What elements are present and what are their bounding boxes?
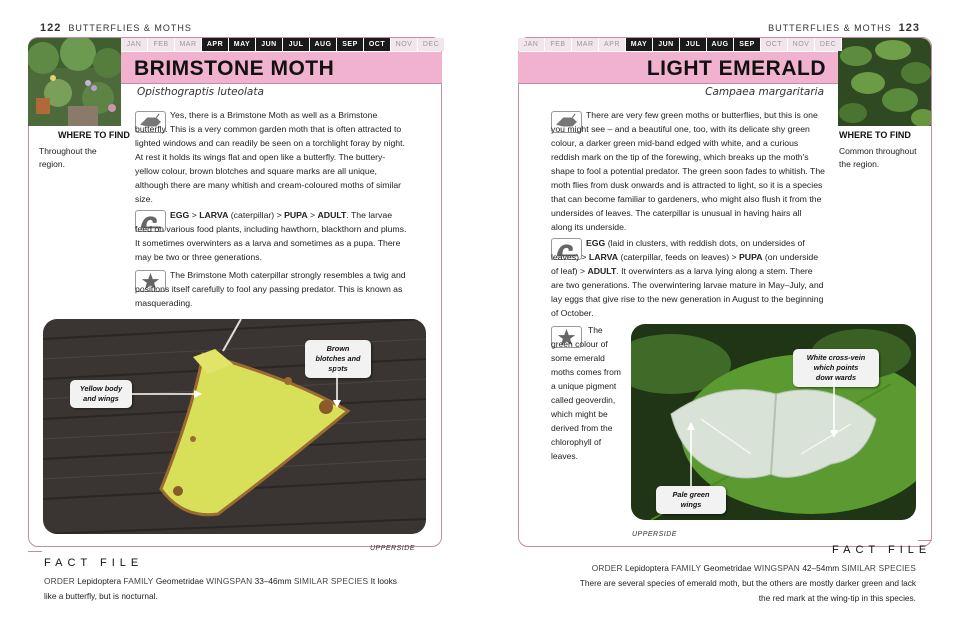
species-title-bar [121,52,442,84]
month-oct: OCT [364,38,391,51]
callout-pale-green-wings: Pale green wings [656,486,726,514]
month-mar: MAR [572,38,599,51]
star-fact: The Brimstone Moth caterpillar strongly resembles a twig and positions itself carefully to fool any passing predator. This is known as masquerading. [135,270,406,308]
lc-sep: > [307,210,318,220]
lc-pupa: PUPA [739,252,763,262]
month-apr: APR [202,38,229,51]
lc-larva: LARVA [588,252,619,262]
ff-wingspan: 42–54mm [802,563,840,573]
month-may: MAY [229,38,256,51]
lc-egg-note: (laid in clusters, with reddish dots, on undersides of leaves) > [551,238,805,262]
lc-adult: ADULT [317,210,347,220]
ff-family-label: FAMILY [671,563,702,573]
ff-family: Geometridae [703,563,752,573]
running-head-left [40,22,192,34]
month-jun: JUN [653,38,680,51]
habitat-photo-hedge [838,38,931,126]
ff-family: Geometridae [155,576,204,586]
lc-pupa: PUPA [284,210,308,220]
lifecycle-text [551,236,825,320]
ff-family-label: FAMILY [123,576,154,586]
month-feb: FEB [545,38,572,51]
callout-yellow-body: Yellow body and wings [70,380,132,408]
callout-white-cross-vein: White cross-vein which points downwards [793,349,879,387]
lc-rest: . It overwinters as a larva lying along a stem. There are two generations. The overwintering larvae mature in May–July, and lay eggs that give rise to the new generation in August to the beginning of October. [551,266,824,318]
ff-order-label: ORDER [591,563,623,573]
ff-order-label: ORDER [44,576,75,586]
photo-caption: UPPERSIDE [632,531,677,538]
ff-similar-label: SIMILAR SPECIES [293,576,369,586]
month-jul: JUL [283,38,310,51]
month-calendar-left [121,38,445,51]
where-to-find-text: Common throughout the region. [839,146,917,169]
month-jun: JUN [256,38,283,51]
month-sep: SEP [337,38,364,51]
month-may: MAY [626,38,653,51]
callout-pointer-line [333,368,341,408]
lc-sep: > [189,210,200,220]
month-sep: SEP [734,38,761,51]
callout-brown-blotches: Brown blotches and spots [305,340,371,378]
fact-file-rule [918,540,932,541]
latin-name: Opisthograptis luteolata [137,86,264,98]
species-title: BRIMSTONE MOTH [134,57,335,80]
species-title-bar [518,52,838,84]
month-nov: NOV [788,38,815,51]
ff-wingspan-label: WINGSPAN [753,563,800,573]
month-oct: OCT [761,38,788,51]
lifecycle-text [135,208,408,264]
fact-file-heading: FACT FILE [44,557,144,569]
ff-similar: It looks like a butterfly, but is nocturnal. [44,576,397,601]
month-nov: NOV [391,38,418,51]
lc-larva-note: (caterpillar) > [228,210,285,220]
where-to-find-heading: WHERE TO FIND [839,130,911,140]
callout-pointer-line [132,390,202,398]
photo-caption: UPPERSIDE [370,545,415,552]
fact-file-text [44,574,404,604]
fact-file-rule [28,551,42,552]
month-apr: APR [599,38,626,51]
species-description: Yes, there is a Brimstone Moth as well as a Brimstone butterfly. This is a very common garden moth that is often attracted to lighted windows and can readily be seen on a torchlight foray by night. At rest it holds its wings flat and open like a butterfly. The buttery-yellow colour, brown blotches and square marks are all unique, although there are many whitish and cream-coloured moths of similar size. [135,110,405,204]
ff-order: Lepidoptera [625,563,669,573]
callout-pointer-line [830,376,838,438]
month-feb: FEB [148,38,175,51]
where-to-find-text: Throughout the region. [39,146,97,169]
species-title: LIGHT EMERALD [646,57,826,80]
section-title: BUTTERFLIES & MOTHS [68,23,192,33]
ff-similar: There are several species of emerald moth, but the others are mostly darker green and lack the red mark at the wing-tip in this species. [579,578,916,603]
lc-larva: LARVA [199,210,229,220]
species-description: There are very few green moths or butterflies, but this is one you might see – and a beautiful one, too, with its delicate shy green colour, a darker green mid-band edged with white, and a curious reddish mark on the tip of the forewing, which breaks up the moth's shape to fool a potential predator. The green soon fades to whitish. The moth flies from dusk onwards and is attracted to light, so it is a species that can become familiar to gardeners, who might also flush it from the undersides of leaves. The caterpillar is unusual in having hairs all along its underside. [551,110,826,232]
section-title: BUTTERFLIES & MOTHS [768,23,892,33]
latin-name: Campaea margaritaria [705,86,824,98]
habitat-photo-garden [28,38,121,126]
lc-rest: . The larvae feed on various food plants, including hawthorn, blackthorn and plums. It sometimes overwinters as a larva and sometimes as a pupa. There may be two or three generations. [135,210,407,262]
ff-wingspan: 33–46mm [254,576,292,586]
month-aug: AUG [707,38,734,51]
month-jan: JAN [518,38,545,51]
lc-adult: ADULT [587,266,617,276]
month-jul: JUL [680,38,707,51]
page-number: 123 [898,22,920,34]
month-dec: DEC [815,38,842,51]
month-calendar-right [518,38,842,51]
ff-wingspan-label: WINGSPAN [206,576,253,586]
month-mar: MAR [175,38,202,51]
where-to-find-heading: WHERE TO FIND [58,130,130,140]
lc-egg: EGG [170,210,190,220]
fact-file-heading: FACT FILE [832,544,932,556]
month-jan: JAN [121,38,148,51]
lc-larva-note: (caterpillar, feeds on leaves) > [618,252,739,262]
callout-pointer-line [687,422,695,486]
lc-pupa-note: (on underside of leaf) > [551,252,819,276]
lc-egg: EGG [586,238,606,248]
month-aug: AUG [310,38,337,51]
running-head-right [768,22,920,34]
month-dec: DEC [418,38,445,51]
fact-file-text [576,561,916,606]
ff-similar-label: SIMILAR SPECIES [841,563,916,573]
page-number: 122 [40,22,62,34]
ff-order: Lepidoptera [77,576,122,586]
star-fact: The green colour of some emerald moths comes from a unique pigment called geoverdin, which might be derived from the chlorophyll of leaves. [551,325,621,461]
